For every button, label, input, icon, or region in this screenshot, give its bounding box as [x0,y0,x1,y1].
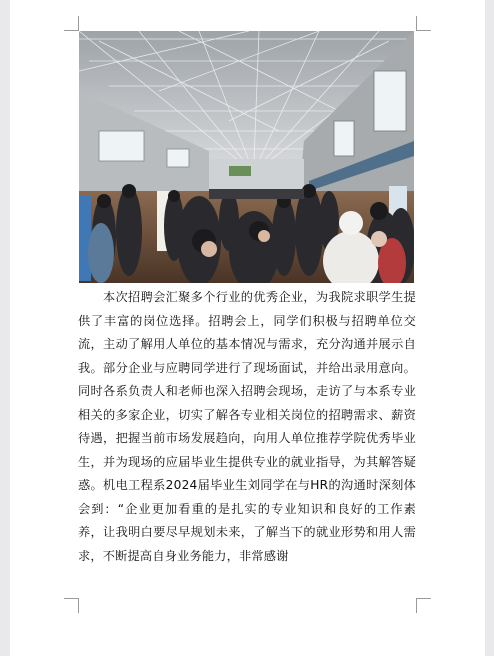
job-fair-photo [79,31,414,283]
crop-mark-top-left [64,16,79,31]
article-paragraph: 本次招聘会汇聚多个行业的优秀企业，为我院求职学生提供了丰富的岗位选择。招聘会上，同学们积极与招聘单位交流，主动了解用人单位的基本情况与需求，充分沟通并展示自我。部分企业与应聘同学进行了现场面试，并给出录用意向。同时各系负责人和老师也深入招聘会现场，走访了与本系专业相关的多家企业，切实了解各专业相关岗位的招聘需求、薪资待遇，把握当前市场发展趋向，向用人单位推荐学院优秀毕业生，并为现场的应届毕业生提供专业的就业指导，为其解答疑惑。机电工程系2024届毕业生刘同学在与HR的沟通时深刻体会到：“企业更加看重的是扎实的专业知识和良好的工作素养，让我明白要尽早规划未来，了解当下的就业形势和用人需求，不断提高自身业务能力，非常感谢 [78,290,416,563]
crop-mark-top-right [416,16,431,31]
crop-mark-bottom-left [64,598,79,613]
crop-mark-bottom-right [416,598,431,613]
document-page [10,0,485,656]
